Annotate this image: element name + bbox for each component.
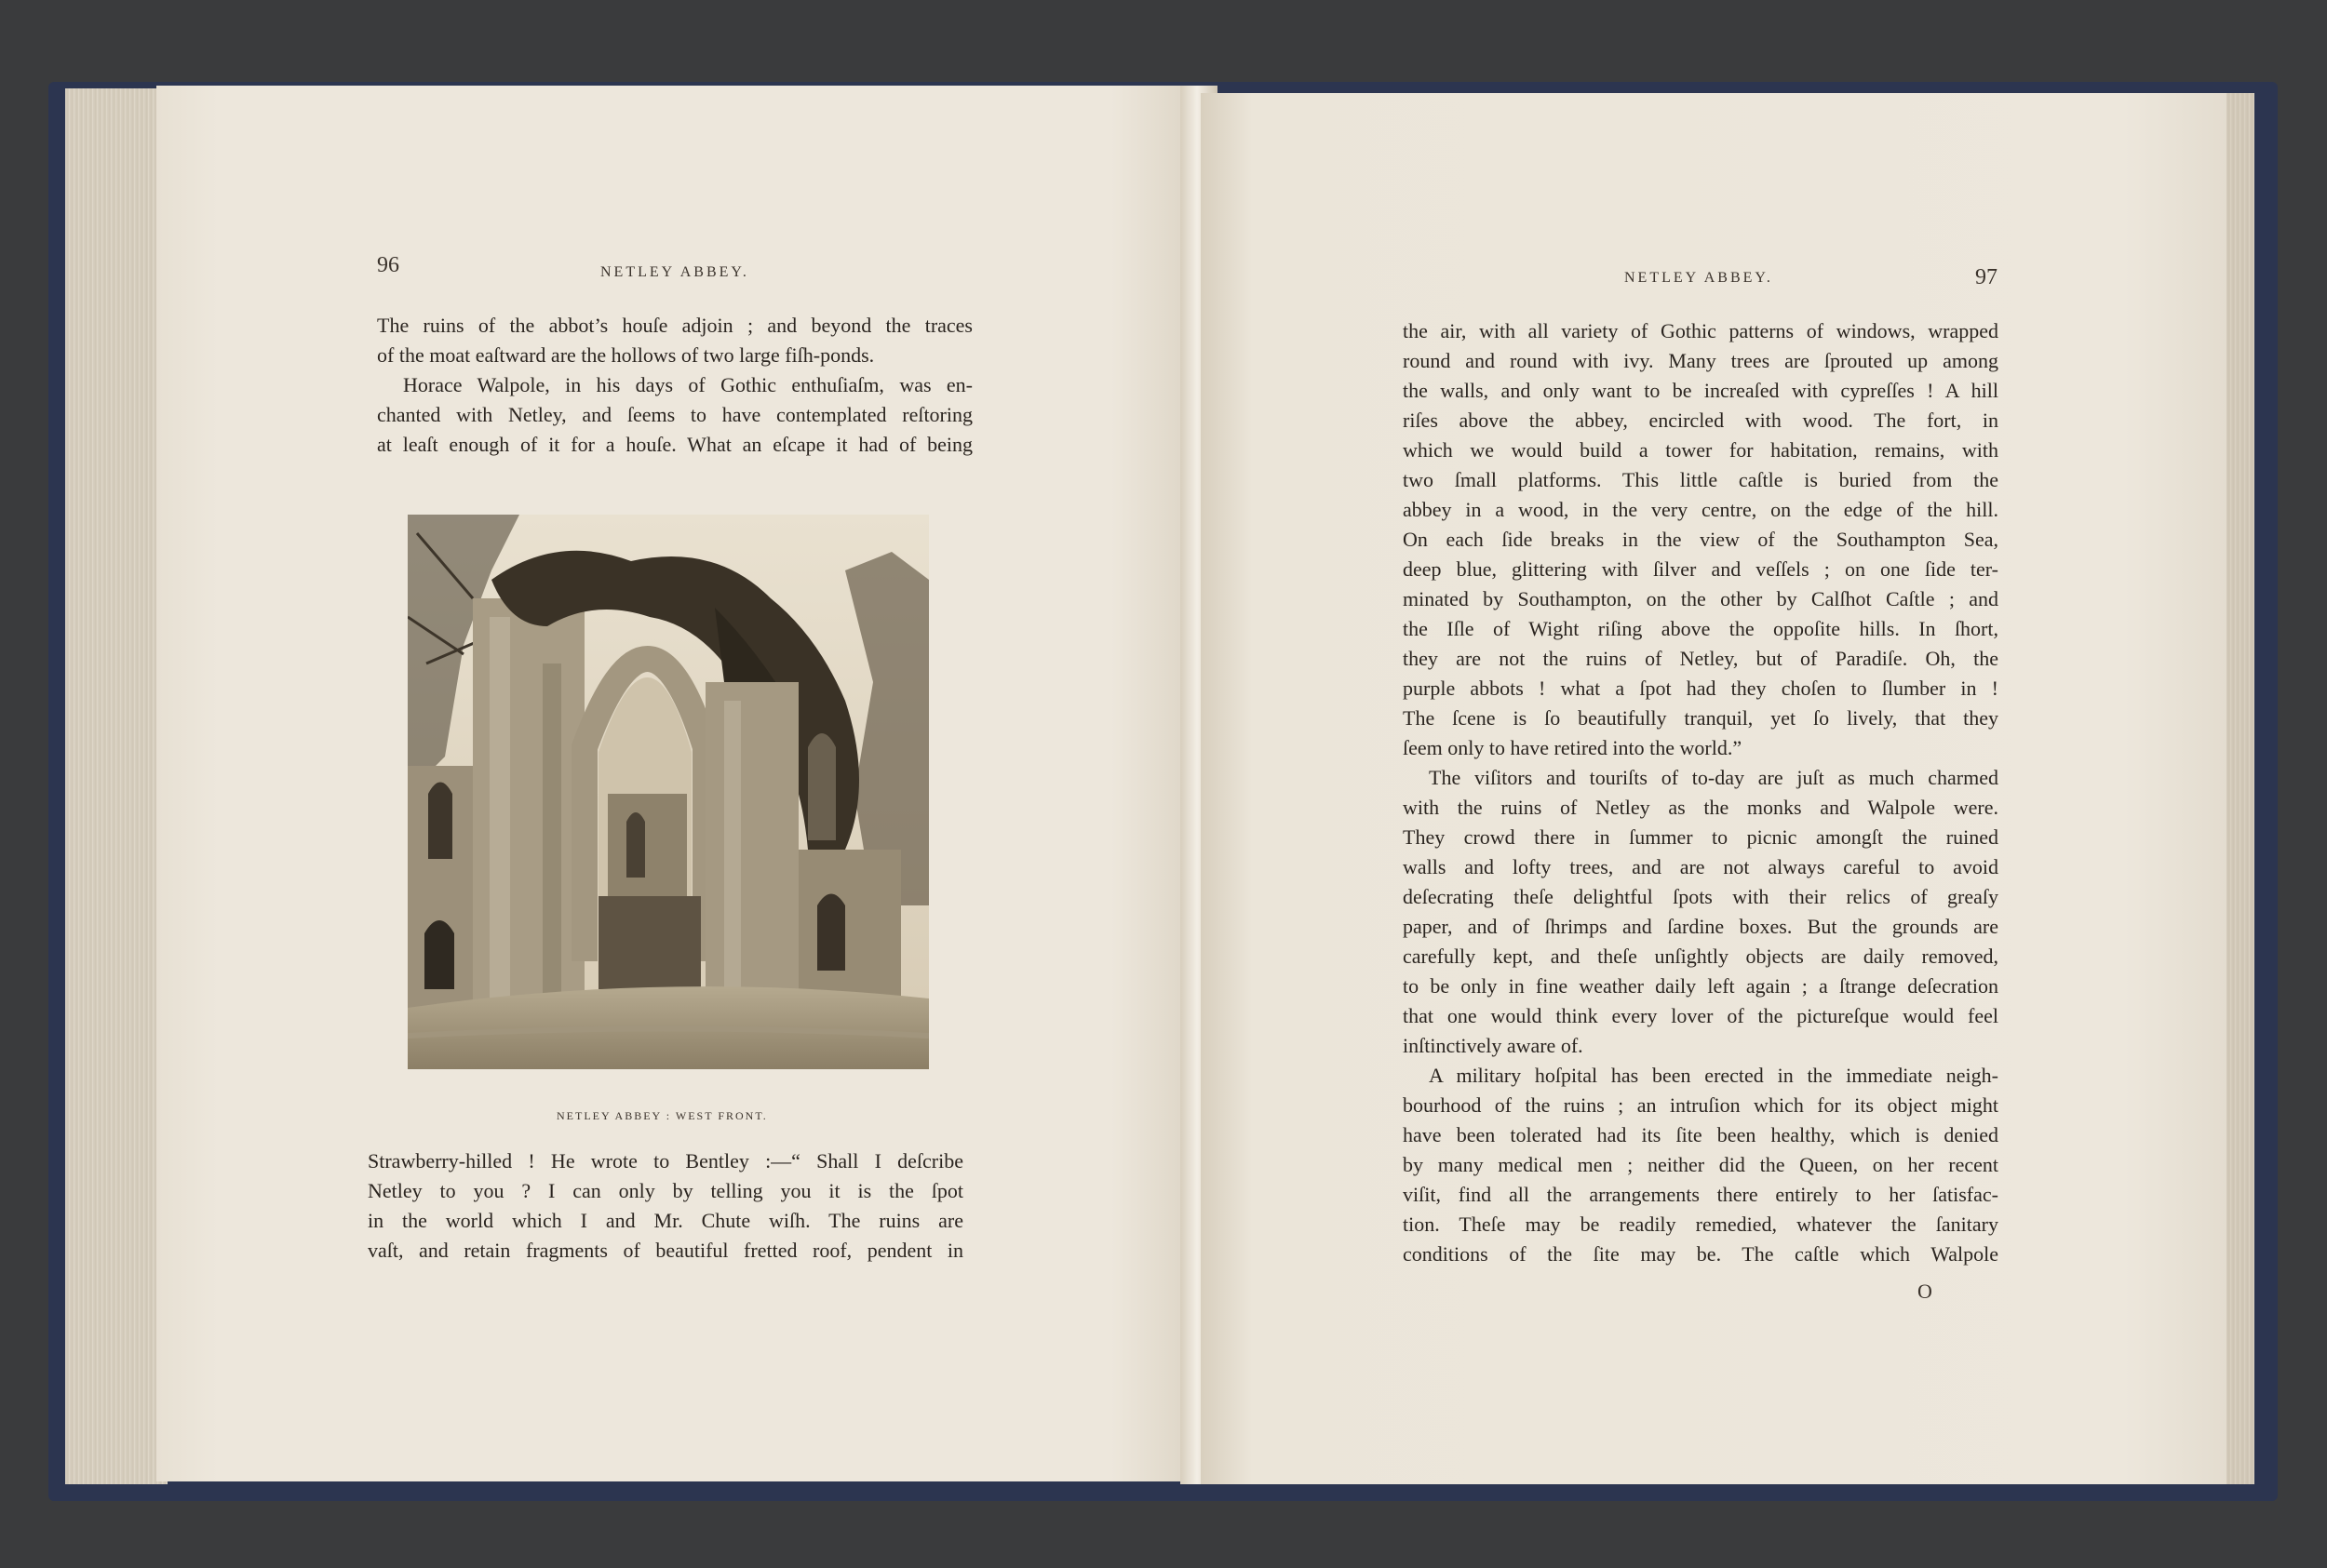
text-line: they are not the ruins of Netley, but of Paradiſe. Oh, the <box>1403 647 1998 670</box>
text-line: ſeem only to have retired into the world.” <box>1403 736 1742 759</box>
signature-mark: O <box>1917 1280 1932 1303</box>
plate-photograph <box>408 515 929 1069</box>
text-line: Horace Walpole, in his days of Gothic enthuſiaſm, was en- <box>403 373 973 396</box>
text-line: On each ſide breaks in the view of the Southampton Sea, <box>1403 528 1998 551</box>
text-line: abbey in a wood, in the very centre, on the edge of the hill. <box>1403 498 1998 521</box>
text-line: purple abbots ! what a ſpot had they choſen to ſlumber in ! <box>1403 677 1998 700</box>
text-line: the walls, and only want to be increaſed with cypreſſes ! A hill <box>1403 379 1998 402</box>
text-line: The viſitors and touriſts of to-day are juſt as much charmed <box>1429 766 1998 789</box>
netley-abbey-ruin-image <box>408 515 929 1069</box>
text-line: deſecrating theſe delightful ſpots with their relics of greaſy <box>1403 885 1998 908</box>
text-line: vaſt, and retain fragments of beautiful fretted roof, pendent in <box>368 1239 963 1262</box>
text-line: They crowd there in ſummer to picnic amongſt the ruined <box>1403 825 1998 849</box>
right-folio: 97 <box>1975 265 1997 289</box>
text-line: viſit, find all the arrangements there entirely to her ſatisfac- <box>1403 1183 1998 1206</box>
text-line: deep blue, glittering with ſilver and veſſels ; on one ſide ter- <box>1403 557 1998 581</box>
text-line: Netley to you ? I can only by telling you it is the ſpot <box>368 1179 963 1202</box>
text-line: walls and lofty trees, and are not always careful to avoid <box>1403 855 1998 878</box>
text-line: The ſcene is ſo beautifully tranquil, yet ſo lively, that they <box>1403 706 1998 730</box>
text-line: Strawberry-hilled ! He wrote to Bentley :—“ Shall I deſcribe <box>368 1149 963 1173</box>
plate-caption: NETLEY ABBEY : WEST FRONT. <box>557 1109 768 1122</box>
text-line: minated by Southampton, on the other by Calſhot Caſtle ; and <box>1403 587 1998 610</box>
text-line: conditions of the ſite may be. The caſtle which Walpole <box>1403 1242 1998 1266</box>
text-line: that one would think every lover of the pictureſque would feel <box>1403 1004 1998 1027</box>
text-line: A military hoſpital has been erected in the immediate neigh- <box>1429 1064 1998 1087</box>
text-line: the air, with all variety of Gothic patterns of windows, wrapped <box>1403 319 1998 342</box>
left-running-head: NETLEY ABBEY. <box>600 264 749 280</box>
right-body-text <box>1403 316 1998 1269</box>
text-line: round and round with ivy. Many trees are ſprouted up among <box>1403 349 1998 372</box>
text-line: carefully kept, and theſe unſightly objects are daily removed, <box>1403 945 1998 968</box>
text-line: inſtinctively aware of. <box>1403 1034 1583 1057</box>
text-line: two ſmall platforms. This little caſtle is buried from the <box>1403 468 1998 491</box>
text-line: tion. Theſe may be readily remedied, whatever the ſanitary <box>1403 1213 1998 1236</box>
text-line: riſes above the abbey, encircled with wood. The fort, in <box>1403 409 1998 432</box>
text-line: the Iſle of Wight riſing above the oppoſite hills. In ſhort, <box>1403 617 1998 640</box>
text-line: The ruins of the abbot’s houſe adjoin ; and beyond the traces <box>377 314 973 337</box>
text-line: in the world which I and Mr. Chute wiſh. The ruins are <box>368 1209 963 1232</box>
text-line: to be only in fine weather daily left again ; a ſtrange deſecration <box>1403 974 1998 998</box>
text-line: which we would build a tower for habitation, remains, with <box>1403 438 1998 462</box>
text-line: with the ruins of Netley as the monks and Walpole were. <box>1403 796 1998 819</box>
text-line: have been tolerated had its ſite been healthy, which is denied <box>1403 1123 1998 1146</box>
text-line: bourhood of the ruins ; an intruſion which for its object might <box>1403 1093 1998 1117</box>
left-top-text <box>377 311 973 460</box>
right-running-head: NETLEY ABBEY. <box>1624 270 1773 286</box>
text-line: of the moat eaſtward are the hollows of two large fiſh-ponds. <box>377 343 875 367</box>
left-bottom-text <box>368 1146 963 1266</box>
page-edges-left <box>65 88 168 1484</box>
text-line: by many medical men ; neither did the Queen, on her recent <box>1403 1153 1998 1176</box>
text-line: chanted with Netley, and ſeems to have contemplated reſtoring <box>377 403 973 426</box>
left-folio: 96 <box>377 253 399 277</box>
text-line: at leaſt enough of it for a houſe. What an eſcape it had of being <box>377 433 973 456</box>
text-line: paper, and of ſhrimps and ſardine boxes. But the grounds are <box>1403 915 1998 938</box>
